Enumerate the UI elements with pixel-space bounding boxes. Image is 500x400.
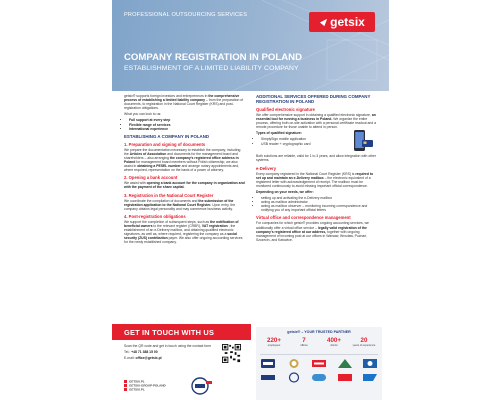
stat-clients: 400+ clients bbox=[327, 337, 341, 347]
partner-badge bbox=[311, 358, 327, 369]
social-link-linkedin[interactable]: GETSIX-GROUP-POLAND bbox=[124, 384, 166, 388]
list-item: • setting up and activating the e-Delivery mailbox bbox=[261, 196, 377, 200]
software-partner-badge bbox=[311, 372, 327, 383]
instagram-icon bbox=[124, 388, 127, 391]
contact-phone[interactable]: Tel.: +48 71 388 15 00 bbox=[124, 350, 158, 355]
contact-section bbox=[112, 324, 251, 400]
social-link-facebook[interactable]: GETSIX.PL bbox=[124, 380, 166, 384]
section-heading-establishing: ESTABLISHING A COMPANY IN POLAND bbox=[124, 133, 210, 139]
erp-badge-icon bbox=[337, 372, 353, 383]
contact-instructions: Scan the QR code and get in touch using the contact form bbox=[124, 344, 212, 348]
stat-years: 20 years of experience bbox=[352, 337, 376, 347]
edelivery-options-list bbox=[256, 196, 377, 212]
quality-badge-icon bbox=[337, 358, 353, 369]
hero-tagline: PROFESSIONAL OUTSOURCING SERVICES bbox=[124, 12, 248, 18]
network-badge-icon bbox=[260, 372, 276, 383]
qes-types-list bbox=[256, 137, 353, 145]
list-item: • USB reader + cryptographic card bbox=[261, 142, 353, 146]
edelivery-paragraph: Every company registered in the National Court Register (KRS) is required to set up and maintain an e-Delivery mailbox – the electronic equivalent of a registered letter with acknowledgement of receipt. The mailbox must be monitored continuously to avoid missing important official correspondence. bbox=[256, 171, 374, 188]
qes-types-title: Types of qualified signature: bbox=[256, 131, 302, 136]
certification-badges-row-1 bbox=[260, 358, 378, 369]
membership-badge-icon bbox=[362, 358, 378, 369]
partner-badge-icon bbox=[311, 358, 327, 369]
intro-paragraph: getsix® supports foreign investors and entrepreneurs in the comprehensive process of establishing a limited liability company – from the preparation of documents, to registration in the National Court Register (KRS) and post-registration obligations. bbox=[124, 94, 244, 111]
contact-heading: GET IN TOUCH WITH US bbox=[124, 328, 215, 337]
stats-row bbox=[260, 337, 378, 347]
list-item: • Flexible range of services bbox=[129, 123, 245, 127]
software-partner-badge-icon bbox=[311, 372, 327, 383]
award-badge-icon bbox=[286, 358, 302, 369]
benefits-list bbox=[124, 118, 245, 130]
step-3-title: 3. Registration in the National Court Register bbox=[124, 192, 214, 198]
linkedin-icon bbox=[124, 384, 127, 387]
page-subtitle: ESTABLISHMENT OF A LIMITED LIABILITY COMPANY bbox=[124, 65, 299, 72]
list-item: • acting as mailbox observer – monitoring incoming correspondence and notifying you of any important official letters bbox=[261, 204, 377, 212]
stat-offices: 7 offices bbox=[300, 337, 308, 347]
qes-paragraph: We offer comprehensive support in obtaining a qualified electronic signature, an essential tool for running a business in Poland. We organise the entire process, offering both on-site activation with a personal certificate readout and a remote procedure for those unable to attend in person. bbox=[256, 113, 376, 130]
edelivery-title: e-Delivery bbox=[256, 165, 277, 171]
hero-banner bbox=[112, 0, 389, 91]
step-4-text: We support the completion of subsequent steps, such as the notification of beneficial owners to the relevant register (CRBR), VAT registration , the establishment of an e-Delivery mailbox, and obtaining qualified electronic signatures, as well as, where required, registering the company as a social security (ZUS) contribution payer. We also offer ongoing accounting services for the newly established company. bbox=[124, 219, 243, 245]
certificate-badge-icon bbox=[260, 358, 276, 369]
list-item: • SimplySign mobile application bbox=[261, 137, 353, 141]
stat-employees: 220+ employees bbox=[267, 337, 281, 347]
contact-panel bbox=[112, 340, 251, 400]
smartphone-card-icon bbox=[352, 129, 374, 153]
step-2-title: 2. Opening a bank account bbox=[124, 175, 178, 181]
benefits-lead: What you can look to us: bbox=[124, 112, 162, 117]
step-3-text: We coordinate the compilation of documents and the submission of the registration application to the National Court Register. Upon entry, the company obtains legal personality and may commence business activity. bbox=[124, 198, 236, 211]
logo-text: getsix bbox=[330, 15, 365, 29]
qes-types-block bbox=[256, 131, 377, 152]
edelivery-options-lead: Depending on your needs, we offer: bbox=[256, 189, 314, 194]
award-badge bbox=[286, 358, 302, 369]
contact-email[interactable]: E-mail: office@getsix.pl bbox=[124, 356, 162, 361]
step-4-title: 4. Post-registration obligations bbox=[124, 213, 186, 219]
qes-title: Qualified electronic signature bbox=[256, 107, 315, 112]
step-1-title: 1. Preparation and signing of documents bbox=[124, 141, 206, 147]
certification-badges-row-2 bbox=[260, 372, 378, 383]
sap-badge bbox=[362, 372, 378, 383]
trusted-partner-section bbox=[256, 327, 382, 400]
step-1-text: We prepare the documentation necessary to establish the company, including the Articles of Association and documents for the management board and shareholders – also arranging the company's registered office address in Poland for management board members without Polish citizenship, we also assist in obtaining a PESEL number and arrange notary appointments and, where required, representation on the basis of a power of attorney. bbox=[124, 147, 241, 173]
left-column bbox=[124, 94, 245, 246]
chamber-badge-icon bbox=[286, 372, 302, 383]
erp-badge bbox=[337, 372, 353, 383]
logo-mark-icon bbox=[319, 18, 328, 27]
network-badge bbox=[260, 372, 276, 383]
getsix-logo bbox=[309, 12, 375, 32]
membership-badge bbox=[362, 358, 378, 369]
contact-text bbox=[124, 344, 214, 362]
right-column bbox=[256, 94, 377, 244]
quality-badge bbox=[337, 358, 353, 369]
facebook-icon bbox=[124, 380, 127, 383]
virtual-office-paragraph: For companies for which getsix® provides ongoing accounting services, we additionally offer a virtual office service – legally valid registration of the company's registered office at our address, together with ongoing management of incoming post at our offices in Warsaw, Wrocław, Poznań, Szczecin, and Katowice. bbox=[256, 221, 369, 242]
section-heading-additional: ADDITIONAL SERVICES OFFERED DURING COMPANY REGISTRATION IN POLAND bbox=[256, 94, 371, 104]
trusted-heading: getsix® – YOUR TRUSTED PARTNER bbox=[287, 330, 351, 334]
step-2-text: We assist with opening a bank account for the company in organization and with the payment of the share capital. bbox=[124, 181, 245, 190]
qes-note: Both solutions are reliable, valid for 1 to 3 years, and allow integration with other systems. bbox=[256, 154, 377, 163]
qr-code-icon[interactable] bbox=[222, 344, 241, 363]
chamber-logo-icon bbox=[191, 377, 213, 395]
divider bbox=[260, 354, 378, 355]
virtual-office-title: Virtual office and correspondence management bbox=[256, 215, 351, 221]
list-item: • International experience bbox=[129, 127, 245, 131]
chamber-badge bbox=[286, 372, 302, 383]
brochure-page bbox=[112, 0, 389, 400]
social-link-instagram[interactable]: GETSIX.PL bbox=[124, 388, 166, 392]
page-title: COMPANY REGISTRATION IN POLAND bbox=[124, 52, 303, 63]
sap-badge-icon bbox=[362, 372, 378, 383]
list-item: • Full support at every step bbox=[129, 118, 245, 122]
certificate-badge bbox=[260, 358, 276, 369]
social-links bbox=[124, 380, 166, 392]
list-item: • acting as mailbox administrator bbox=[261, 200, 377, 204]
